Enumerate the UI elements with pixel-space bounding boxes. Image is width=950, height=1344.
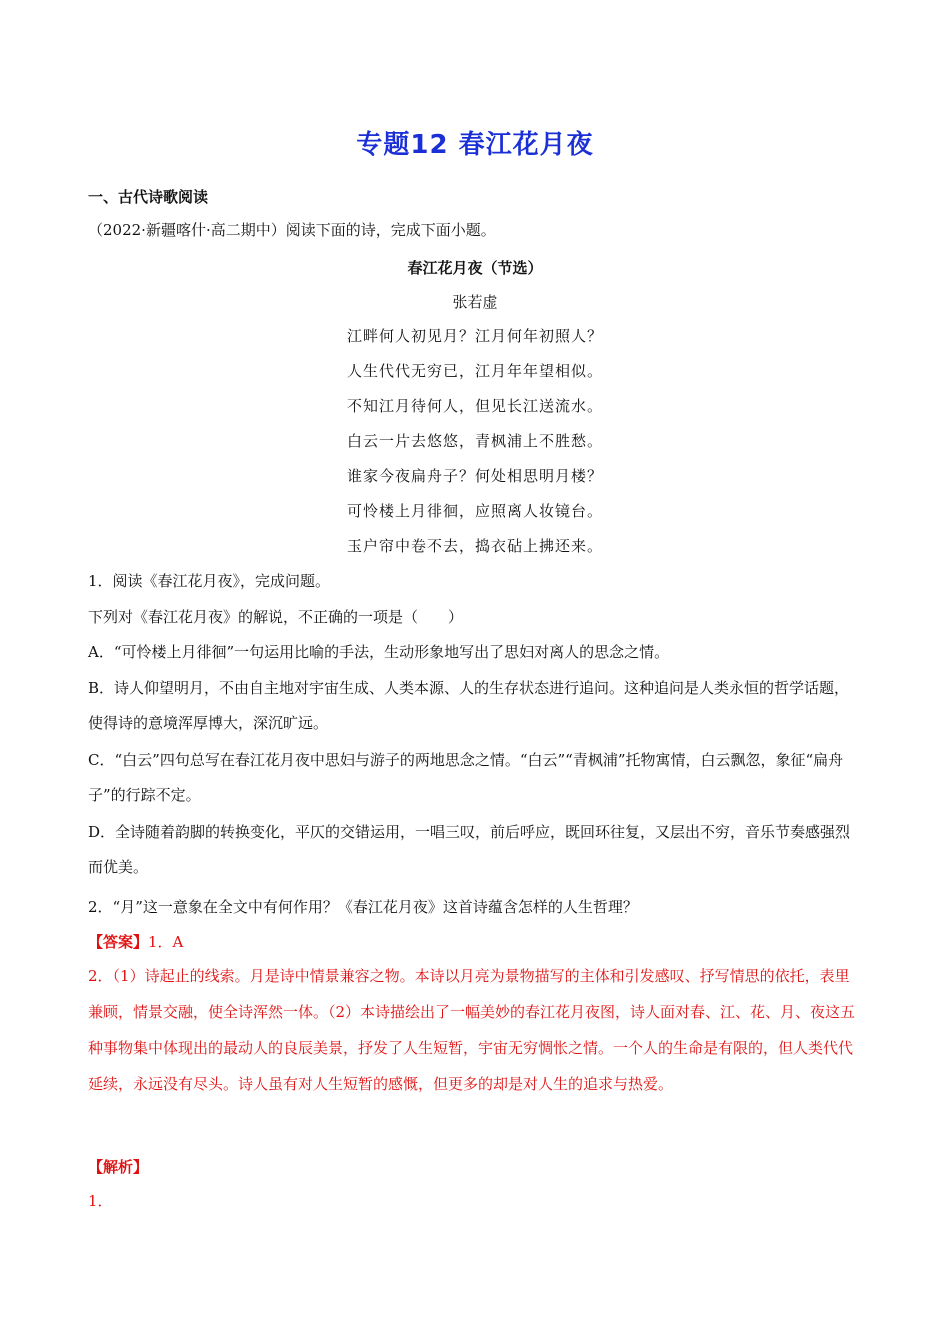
option-c: C．“白云”四句总写在春江花月夜中思妇与游子的两地思念之情。“白云”“青枫浦”托物寓情，白云飘忽，象征“扁舟子”的行踪不定。 <box>88 751 844 804</box>
poem-line: 玉户帘中卷不去，捣衣砧上拂还来。 <box>346 537 603 555</box>
poem-line: 谁家今夜扁舟子？何处相思明月楼？ <box>346 467 603 485</box>
question-1-heading: 1．阅读《春江花月夜》，完成问题。 <box>88 572 331 590</box>
analysis-item-1: 1． <box>88 1192 113 1210</box>
option-a: A．“可怜楼上月徘徊”一句运用比喻的手法，生动形象地写出了思妇对离人的思念之情。 <box>88 643 670 661</box>
page-title: 专题12 春江花月夜 <box>356 130 594 160</box>
poem-line: 江畔何人初见月？江月何年初照人？ <box>346 327 603 345</box>
poem-lines <box>0 326 950 571</box>
question-source: （2022·新疆喀什·高二期中）阅读下面的诗，完成下面小题。 <box>88 221 496 239</box>
answer-q1: 1．A <box>148 933 184 951</box>
poem-title: 春江花月夜（节选） <box>407 259 543 277</box>
poem-line: 可怜楼上月徘徊，应照离人妆镜台。 <box>346 502 603 520</box>
section-heading: 一、古代诗歌阅读 <box>88 188 209 206</box>
question-2: 2．“月”这一意象在全文中有何作用？《春江花月夜》这首诗蕴含怎样的人生哲理？ <box>88 898 638 916</box>
option-b: B．诗人仰望明月，不由自主地对宇宙生成、人类本源、人的生存状态进行追问。这种追问是人类永恒的哲学话题，使得诗的意境浑厚博大，深沉旷远。 <box>88 679 850 732</box>
poem-line: 不知江月待何人，但见长江送流水。 <box>346 397 603 415</box>
poem-line: 人生代代无穷已，江月年年望相似。 <box>346 362 603 380</box>
question-1-stem: 下列对《春江花月夜》的解说，不正确的一项是（ ） <box>88 608 464 626</box>
answer-tag: 【答案】 <box>88 933 149 951</box>
answer-line <box>88 932 860 952</box>
answer-q2: 2．（1）诗起止的线索。月是诗中情景兼容之物。本诗以月亮为景物描写的主体和引发感叹、抒写情思的依托，表里兼顾，情景交融，使全诗浑然一体。（2）本诗描绘出了一幅美妙的春江花月夜图，诗人面对春、江、花、月、夜这五种事物集中体现出的最动人的良辰美景，抒发了人生短暂，宇宙无穷惆怅之情。一个人的生命是有限的，但人类代代延续，永远没有尽头。诗人虽有对人生短暂的感慨，但更多的却是对人生的追求与热爱。 <box>88 967 856 1093</box>
poem-line: 白云一片去悠悠，青枫浦上不胜愁。 <box>346 432 603 450</box>
option-d: D．全诗随着韵脚的转换变化，平仄的交错运用，一唱三叹，前后呼应，既回环往复，又层出不穷，音乐节奏感强烈而优美。 <box>88 823 851 876</box>
analysis-tag: 【解析】 <box>88 1158 149 1176</box>
poem-author: 张若虚 <box>452 293 498 311</box>
